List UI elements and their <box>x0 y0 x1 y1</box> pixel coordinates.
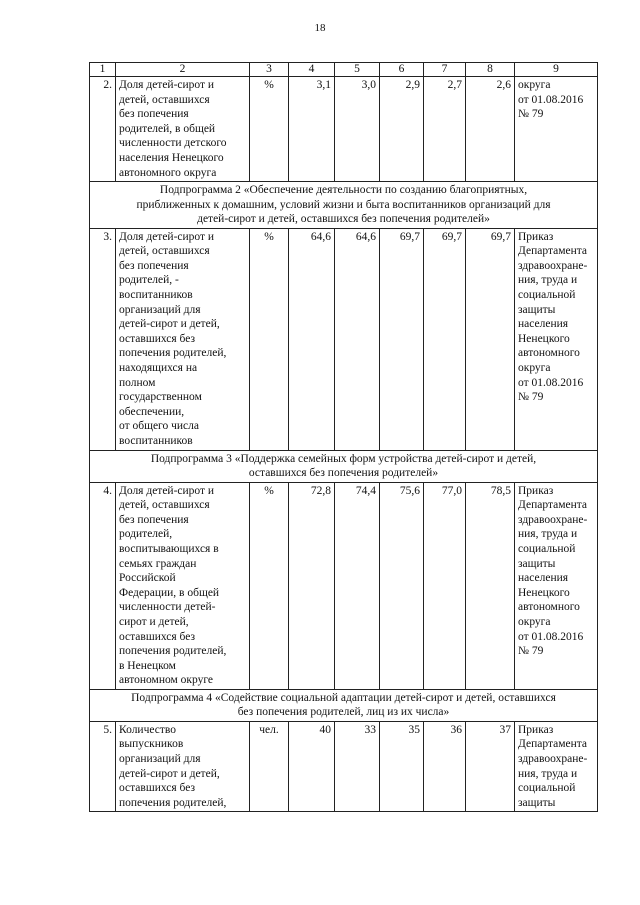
header-cell: 2 <box>116 63 250 77</box>
header-cell: 5 <box>335 63 380 77</box>
value-cell: 33 <box>335 721 380 812</box>
source-cell: Приказ Департамента здравоохране- ния, труда и социальной защиты населения Ненецкого автономного округа от 01.08.2016 № 79 <box>515 482 598 689</box>
subprogram-title: Подпрограмма 4 «Содействие социальной адаптации детей-сирот и детей, оставшихся без попечения родителей, лиц из их числа» <box>90 689 598 721</box>
unit-cell: % <box>250 77 289 182</box>
indicator-name: Количество выпускников организаций для детей-сирот и детей, оставшихся без попечения родителей, <box>116 721 250 812</box>
row-number: 3. <box>90 228 116 450</box>
value-cell: 69,7 <box>380 228 424 450</box>
subprogram-title: Подпрограмма 2 «Обеспечение деятельности по созданию благоприятных, приближенных к домашним, условий жизни и быта воспитанников организаций для детей-сирот и детей, оставшихся без попечения родителей» <box>90 182 598 229</box>
row-number: 2. <box>90 77 116 182</box>
unit-cell: чел. <box>250 721 289 812</box>
value-cell: 40 <box>289 721 335 812</box>
row-number: 5. <box>90 721 116 812</box>
header-cell: 7 <box>424 63 466 77</box>
header-cell: 4 <box>289 63 335 77</box>
table-row <box>90 77 598 182</box>
value-cell: 35 <box>380 721 424 812</box>
indicator-name: Доля детей-сирот и детей, оставшихся без попечения родителей, - воспитанников организаций для детей-сирот и детей, оставшихся без попечения родителей, находящихся на полном государственном обеспечении, от общего числа воспитанников <box>116 228 250 450</box>
unit-cell: % <box>250 482 289 689</box>
source-cell: Приказ Департамента здравоохране- ния, труда и социальной защиты <box>515 721 598 812</box>
table-row <box>90 721 598 812</box>
subprogram-row <box>90 689 598 721</box>
header-cell: 9 <box>515 63 598 77</box>
table-row <box>90 228 598 450</box>
header-cell: 3 <box>250 63 289 77</box>
value-cell: 77,0 <box>424 482 466 689</box>
value-cell: 75,6 <box>380 482 424 689</box>
subprogram-row <box>90 450 598 482</box>
value-cell: 3,0 <box>335 77 380 182</box>
value-cell: 69,7 <box>424 228 466 450</box>
value-cell: 2,9 <box>380 77 424 182</box>
source-cell: округа от 01.08.2016 № 79 <box>515 77 598 182</box>
source-cell: Приказ Департамента здравоохране- ния, труда и социальной защиты населения Ненецкого автономного округа от 01.08.2016 № 79 <box>515 228 598 450</box>
value-cell: 74,4 <box>335 482 380 689</box>
subprogram-title: Подпрограмма 3 «Поддержка семейных форм устройства детей-сирот и детей, оставшихся без попечения родителей» <box>90 450 598 482</box>
table-row <box>90 482 598 689</box>
indicators-table <box>89 62 598 812</box>
value-cell: 37 <box>466 721 515 812</box>
value-cell: 2,7 <box>424 77 466 182</box>
value-cell: 72,8 <box>289 482 335 689</box>
header-row <box>90 63 598 77</box>
value-cell: 78,5 <box>466 482 515 689</box>
value-cell: 64,6 <box>335 228 380 450</box>
header-cell: 6 <box>380 63 424 77</box>
value-cell: 64,6 <box>289 228 335 450</box>
value-cell: 69,7 <box>466 228 515 450</box>
header-cell: 1 <box>90 63 116 77</box>
value-cell: 2,6 <box>466 77 515 182</box>
page-number: 18 <box>314 22 326 34</box>
subprogram-row <box>90 182 598 229</box>
value-cell: 3,1 <box>289 77 335 182</box>
row-number: 4. <box>90 482 116 689</box>
value-cell: 36 <box>424 721 466 812</box>
indicator-name: Доля детей-сирот и детей, оставшихся без попечения родителей, в общей численности детского населения Ненецкого автономного округа <box>116 77 250 182</box>
indicator-name: Доля детей-сирот и детей, оставшихся без попечения родителей, воспитывающихся в семьях граждан Российской Федерации, в общей численности детей- сирот и детей, оставшихся без попечения родителей, в Ненецком автономном округе <box>116 482 250 689</box>
unit-cell: % <box>250 228 289 450</box>
header-cell: 8 <box>466 63 515 77</box>
